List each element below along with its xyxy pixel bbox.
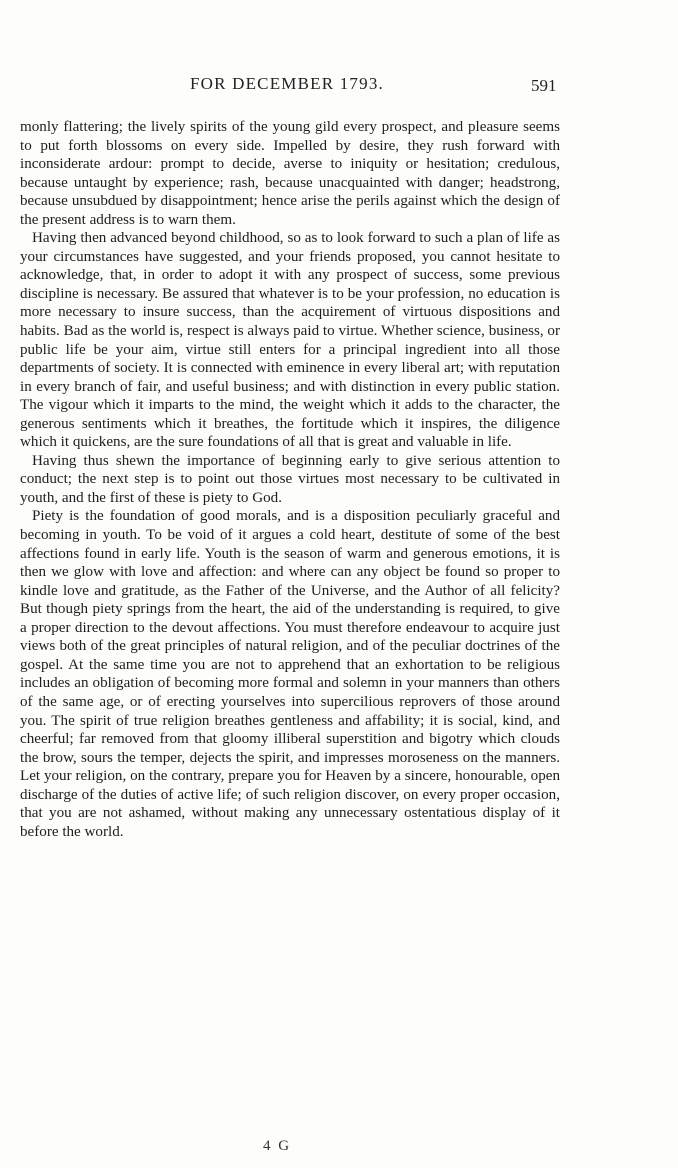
paragraph-virtue: Having then advanced beyond childhood, so as to look forward to such a plan of life as your circumstances have suggested, and your friends proposed, you cannot hesitate to acknowledge, that, in order to adopt it with any prospect of success, some previous discipline is necessary. Be assured that whatever is to be your profession, no education is more necessary to insure success, than the acquirement of virtuous dispositions and habits. Bad as the world is, respect is always paid to virtue. Whether science, business, or public life be your aim, virtue still enters for a principal ingredient into all those departments of society. It is connected with eminence in every liberal art; with reputation in every branch of fair, and useful business; and with distinction in every public station. The vigour which it imparts to the mind, the weight which it adds to the character, the generous sentiments which it breathes, the fortitude which it inspires, the diligence which it quickens, are the sure foundations of all that is great and valuable in life. bbox=[20, 230, 560, 451]
paragraph-continued: monly flattering; the lively spirits of the young gild every prospect, and pleasure seems to put forth blossoms on every side. Impelled by desire, they rush forward with inconsiderate ardour: prompt to decide, averse to iniquity or hesitation; credulous, because untaught by experience; rash, because unacquainted with danger; headstrong, because unsubdued by disappointment; hence arise the perils against which the design of the present address is to warn them. bbox=[20, 119, 560, 228]
body-text bbox=[20, 118, 560, 841]
running-title: FOR DECEMBER 1793. bbox=[190, 74, 384, 93]
page-number: 591 bbox=[531, 76, 557, 95]
paragraph-conduct: Having thus shewn the importance of beginning early to give serious attention to conduct; the next step is to point out those virtues most necessary to be cultivated in youth, and the first of these is piety to God. bbox=[20, 452, 560, 506]
paragraph-piety: Piety is the foundation of good morals, and is a disposition peculiarly graceful and becoming in youth. To be void of it argues a cold heart, destitute of some of the best affections found in early life. Youth is the season of warm and generous emotions, it is then we glow with love and affection: and where can any object be found so proper to kindle love and gratitude, as the Father of the Universe, and the Author of all felicity? But though piety springs from the heart, the aid of the understanding is required, to give a proper direction to the devout affections. You must therefore endeavour to acquire just views both of the great principles of natural religion, and of the peculiar doctrines of the gospel. At the same time you are not to apprehend that an exhortation to be religious includes an obligation of becoming more formal and solemn in your manners than others of the same age, or of erecting yourselves into supercilious reprovers of those around you. The spirit of true religion breathes gentleness and affability; it is social, kind, and cheerful; far removed from that gloomy illiberal superstition and bigotry which clouds the brow, sours the temper, dejects the spirit, and impresses moroseness on the manners. Let your religion, on the contrary, prepare you for Heaven by a sincere, honourable, open discharge of the duties of active life; of such religion discover, on every proper occasion, that you are not ashamed, without making any unnecessary ostentatious display of it before the world. bbox=[20, 508, 560, 840]
signature-mark: 4 G bbox=[263, 1138, 292, 1154]
